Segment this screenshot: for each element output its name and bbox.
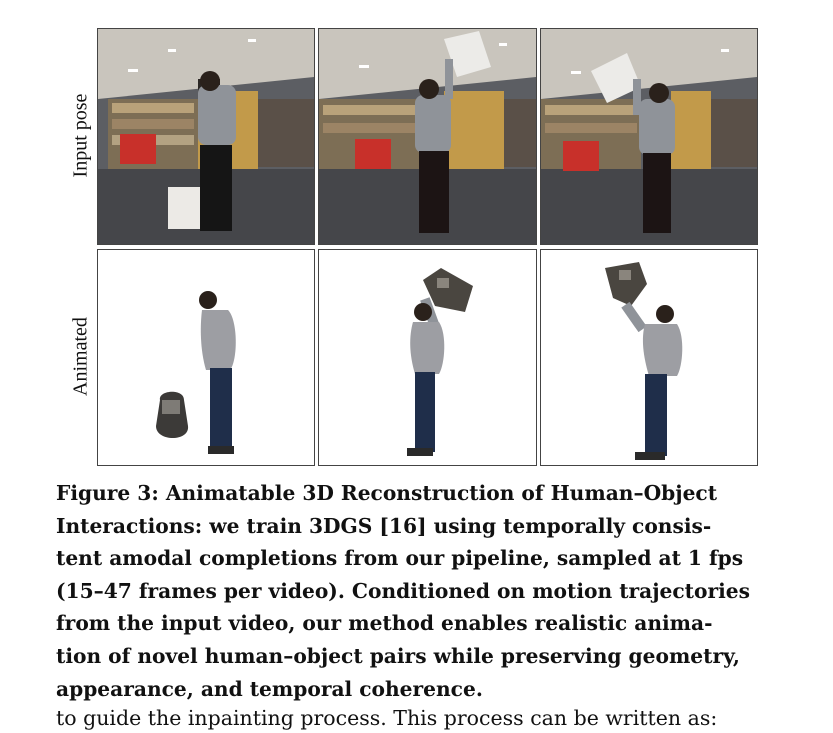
row-label-input-pose: Input pose [69,93,92,178]
caption-line: tent amodal completions from our pipeline, sampled at 1 fps [56,546,744,571]
input-pose-frame-2 [318,28,537,245]
caption-line: appearance, and temporal coherence. [56,676,483,701]
animated-frame-2 [318,249,537,466]
figure-caption [56,477,780,705]
animated-frame-3 [540,249,758,466]
caption-line: Interactions: we train 3DGS [16] using temporally consis- [56,513,712,538]
input-pose-frame-1 [97,28,315,245]
caption-line: (15–47 frames per video). Conditioned on motion trajectories [56,578,750,603]
row-label-animated: Animated [69,317,92,396]
animated-frame-1 [97,249,315,466]
caption-line: tion of novel human–object pairs while preserving geometry, [56,643,740,668]
input-pose-frame-3 [540,28,758,245]
body-paragraph: to guide the inpainting process. This process can be written as: [56,706,718,730]
caption-line: Figure 3: Animatable 3D Reconstruction of Human–Object [56,481,718,505]
caption-line: from the input video, our method enables realistic anima- [56,611,713,636]
